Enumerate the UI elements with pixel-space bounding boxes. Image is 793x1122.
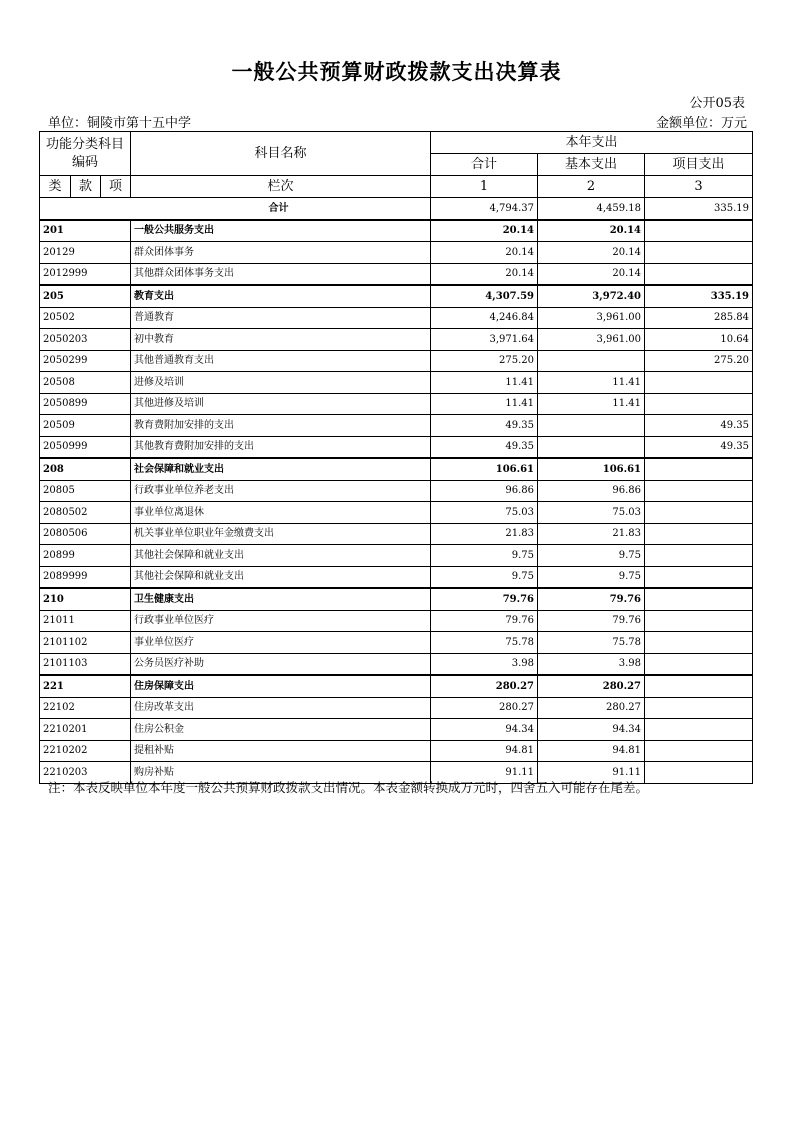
row-name: 教育费附加安排的支出 xyxy=(131,415,431,437)
row-total: 9.75 xyxy=(431,545,538,567)
row-name: 其他普通教育支出 xyxy=(131,350,431,372)
header-project: 项目支出 xyxy=(645,154,753,176)
row-name: 其他群众团体事务支出 xyxy=(131,263,431,285)
row-code: 2080502 xyxy=(40,502,131,524)
row-total: 280.27 xyxy=(431,675,538,697)
row-basic: 79.76 xyxy=(538,610,645,632)
table-row xyxy=(40,307,753,329)
row-basic: 96.86 xyxy=(538,480,645,502)
row-project xyxy=(645,566,753,588)
row-total: 20.14 xyxy=(431,220,538,242)
row-total: 3,971.64 xyxy=(431,329,538,351)
row-basic: 11.41 xyxy=(538,372,645,394)
row-code: 20508 xyxy=(40,372,131,394)
total-basic: 4,459.18 xyxy=(538,198,645,220)
row-basic: 3,961.00 xyxy=(538,329,645,351)
row-project xyxy=(645,719,753,741)
row-total: 20.14 xyxy=(431,242,538,264)
header-current-year: 本年支出 xyxy=(431,132,753,154)
row-project xyxy=(645,393,753,415)
table-row xyxy=(40,329,753,351)
row-code: 22102 xyxy=(40,697,131,719)
row-project: 275.20 xyxy=(645,350,753,372)
table-row xyxy=(40,610,753,632)
table-row xyxy=(40,263,753,285)
expenditure-table xyxy=(39,131,753,784)
table-row xyxy=(40,220,753,242)
table-row xyxy=(40,350,753,372)
row-name: 住房改革支出 xyxy=(131,697,431,719)
header-xiang: 项 xyxy=(101,176,131,198)
row-name: 公务员医疗补助 xyxy=(131,653,431,675)
row-code: 20805 xyxy=(40,480,131,502)
table-row xyxy=(40,566,753,588)
header-col-label: 栏次 xyxy=(131,176,431,198)
row-name: 住房保障支出 xyxy=(131,675,431,697)
row-code: 20899 xyxy=(40,545,131,567)
row-project xyxy=(645,588,753,610)
row-basic: 9.75 xyxy=(538,566,645,588)
row-basic xyxy=(538,415,645,437)
row-basic: 75.78 xyxy=(538,632,645,654)
row-basic: 3.98 xyxy=(538,653,645,675)
row-project xyxy=(645,458,753,480)
row-code: 21011 xyxy=(40,610,131,632)
total-total: 4,794.37 xyxy=(431,198,538,220)
row-project xyxy=(645,653,753,675)
row-basic: 11.41 xyxy=(538,393,645,415)
row-code: 2050299 xyxy=(40,350,131,372)
row-basic: 9.75 xyxy=(538,545,645,567)
row-code: 208 xyxy=(40,458,131,480)
row-name: 机关事业单位职业年金缴费支出 xyxy=(131,523,431,545)
table-row xyxy=(40,740,753,762)
row-code: 210 xyxy=(40,588,131,610)
row-name: 购房补贴 xyxy=(131,762,431,784)
row-project xyxy=(645,762,753,784)
row-name: 初中教育 xyxy=(131,329,431,351)
row-basic: 20.14 xyxy=(538,220,645,242)
row-name: 其他教育费附加安排的支出 xyxy=(131,436,431,458)
row-name: 提租补贴 xyxy=(131,740,431,762)
row-total: 94.81 xyxy=(431,740,538,762)
total-row xyxy=(40,198,753,220)
row-basic: 21.83 xyxy=(538,523,645,545)
table-row xyxy=(40,632,753,654)
row-name: 普通教育 xyxy=(131,307,431,329)
table-row xyxy=(40,242,753,264)
row-name: 住房公积金 xyxy=(131,719,431,741)
row-basic: 79.76 xyxy=(538,588,645,610)
header-kuan: 款 xyxy=(71,176,101,198)
row-project: 285.84 xyxy=(645,307,753,329)
table-row xyxy=(40,719,753,741)
unit-label: 单位：铜陵市第十五中学 xyxy=(48,116,192,131)
form-number: 公开05表 xyxy=(689,96,745,111)
total-label: 合计 xyxy=(40,198,431,220)
row-total: 94.34 xyxy=(431,719,538,741)
row-code: 2012999 xyxy=(40,263,131,285)
header-col1: 1 xyxy=(431,176,538,198)
row-project xyxy=(645,697,753,719)
table-row xyxy=(40,436,753,458)
row-code: 201 xyxy=(40,220,131,242)
row-basic: 20.14 xyxy=(538,263,645,285)
row-total: 11.41 xyxy=(431,393,538,415)
row-project xyxy=(645,263,753,285)
row-basic: 75.03 xyxy=(538,502,645,524)
row-total: 9.75 xyxy=(431,566,538,588)
row-code: 205 xyxy=(40,285,131,307)
row-total: 4,307.59 xyxy=(431,285,538,307)
row-name: 其他社会保障和就业支出 xyxy=(131,545,431,567)
header-col3: 3 xyxy=(645,176,753,198)
amount-unit-label: 金额单位：万元 xyxy=(655,116,747,131)
total-project: 335.19 xyxy=(645,198,753,220)
row-code: 2210202 xyxy=(40,740,131,762)
row-name: 行政事业单位医疗 xyxy=(131,610,431,632)
row-total: 49.35 xyxy=(431,415,538,437)
header-lei: 类 xyxy=(40,176,71,198)
row-code: 2089999 xyxy=(40,566,131,588)
row-name: 进修及培训 xyxy=(131,372,431,394)
row-name: 群众团体事务 xyxy=(131,242,431,264)
table-row xyxy=(40,480,753,502)
row-code: 2210203 xyxy=(40,762,131,784)
header-basic: 基本支出 xyxy=(538,154,645,176)
row-project xyxy=(645,675,753,697)
row-basic: 3,972.40 xyxy=(538,285,645,307)
table-row xyxy=(40,393,753,415)
table-row xyxy=(40,415,753,437)
row-code: 2050999 xyxy=(40,436,131,458)
table-row xyxy=(40,458,753,480)
row-basic: 94.81 xyxy=(538,740,645,762)
row-basic: 94.34 xyxy=(538,719,645,741)
table-row xyxy=(40,285,753,307)
row-name: 社会保障和就业支出 xyxy=(131,458,431,480)
header-total: 合计 xyxy=(431,154,538,176)
page-title: 一般公共预算财政拨款支出决算表 xyxy=(231,60,562,84)
footnote: 注：本表反映单位本年度一般公共预算财政拨款支出情况。本表金额转换成万元时，四舍五入可能存在尾差。 xyxy=(48,780,649,795)
table-row xyxy=(40,697,753,719)
row-total: 49.35 xyxy=(431,436,538,458)
row-code: 221 xyxy=(40,675,131,697)
row-code: 2101103 xyxy=(40,653,131,675)
row-code: 2210201 xyxy=(40,719,131,741)
row-total: 75.03 xyxy=(431,502,538,524)
table-row xyxy=(40,502,753,524)
row-code: 2050899 xyxy=(40,393,131,415)
row-project: 335.19 xyxy=(645,285,753,307)
row-total: 11.41 xyxy=(431,372,538,394)
row-basic xyxy=(538,436,645,458)
row-name: 其他进修及培训 xyxy=(131,393,431,415)
row-total: 20.14 xyxy=(431,263,538,285)
table-row xyxy=(40,545,753,567)
table-row xyxy=(40,372,753,394)
row-basic: 91.11 xyxy=(538,762,645,784)
row-name: 卫生健康支出 xyxy=(131,588,431,610)
table-row xyxy=(40,653,753,675)
row-total: 75.78 xyxy=(431,632,538,654)
row-total: 21.83 xyxy=(431,523,538,545)
row-code: 2080506 xyxy=(40,523,131,545)
table-row xyxy=(40,675,753,697)
row-total: 280.27 xyxy=(431,697,538,719)
row-project xyxy=(645,242,753,264)
row-code: 20502 xyxy=(40,307,131,329)
row-project xyxy=(645,502,753,524)
row-project: 10.64 xyxy=(645,329,753,351)
row-basic: 280.27 xyxy=(538,675,645,697)
row-project xyxy=(645,372,753,394)
row-project xyxy=(645,632,753,654)
row-name: 一般公共服务支出 xyxy=(131,220,431,242)
row-total: 79.76 xyxy=(431,588,538,610)
row-code: 2050203 xyxy=(40,329,131,351)
row-project xyxy=(645,480,753,502)
row-total: 106.61 xyxy=(431,458,538,480)
row-total: 91.11 xyxy=(431,762,538,784)
row-code: 20129 xyxy=(40,242,131,264)
row-project xyxy=(645,545,753,567)
row-name: 事业单位医疗 xyxy=(131,632,431,654)
row-name: 事业单位离退休 xyxy=(131,502,431,524)
row-basic: 3,961.00 xyxy=(538,307,645,329)
row-total: 96.86 xyxy=(431,480,538,502)
table-row xyxy=(40,523,753,545)
header-func-code: 功能分类科目编码 xyxy=(40,132,131,176)
row-code: 2101102 xyxy=(40,632,131,654)
row-name: 其他社会保障和就业支出 xyxy=(131,566,431,588)
row-project xyxy=(645,523,753,545)
row-name: 行政事业单位养老支出 xyxy=(131,480,431,502)
header-col2: 2 xyxy=(538,176,645,198)
row-total: 4,246.84 xyxy=(431,307,538,329)
row-basic: 106.61 xyxy=(538,458,645,480)
table-row xyxy=(40,588,753,610)
row-project: 49.35 xyxy=(645,436,753,458)
row-project xyxy=(645,740,753,762)
row-project: 49.35 xyxy=(645,415,753,437)
row-basic xyxy=(538,350,645,372)
header-subject-name: 科目名称 xyxy=(131,132,431,176)
row-basic: 20.14 xyxy=(538,242,645,264)
row-total: 79.76 xyxy=(431,610,538,632)
row-total: 275.20 xyxy=(431,350,538,372)
row-name: 教育支出 xyxy=(131,285,431,307)
row-basic: 280.27 xyxy=(538,697,645,719)
row-project xyxy=(645,220,753,242)
row-project xyxy=(645,610,753,632)
row-total: 3.98 xyxy=(431,653,538,675)
row-code: 20509 xyxy=(40,415,131,437)
